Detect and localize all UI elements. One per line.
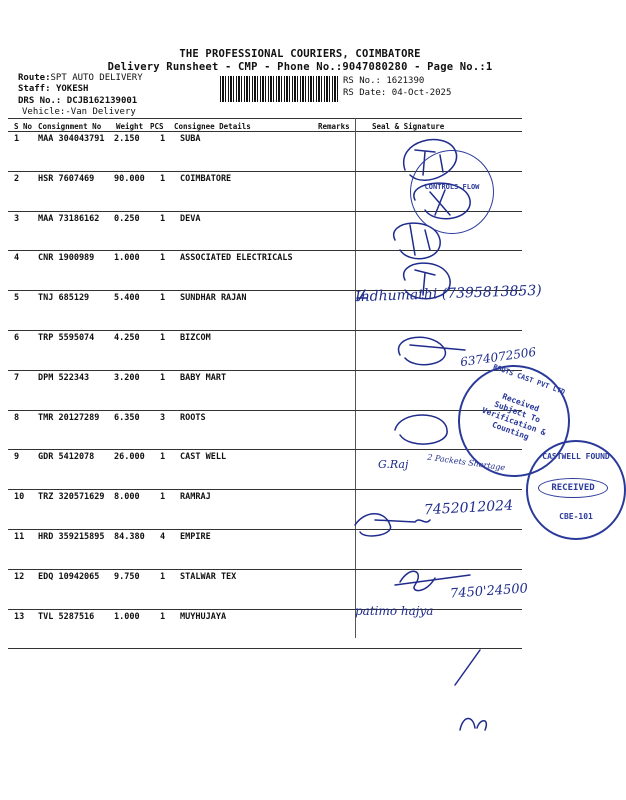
cell-weight: 6.350 <box>114 412 140 423</box>
header-consignee: Consignee Details <box>174 122 251 131</box>
route-line <box>18 73 143 83</box>
cell-sno: 8 <box>14 412 20 423</box>
runsheet-subtitle: Delivery Runsheet - CMP - Phone No.:9047080280 - Page No.:1 <box>107 61 493 73</box>
handwritten-receiver-row13: patimo hajya <box>355 604 434 618</box>
cell-consignee: MUYHUJAYA <box>180 611 227 622</box>
cell-sno: 6 <box>14 333 20 343</box>
signature-row5-flourish <box>357 290 367 300</box>
header-weight: Weight <box>116 122 144 131</box>
cell-consignee: ASSOCIATED ELECTRICALS <box>180 253 293 264</box>
rs-no-line <box>343 76 424 86</box>
handwritten-phone-row6: 6374072506 <box>459 344 537 370</box>
cell-consignment-no: TNJ 685129 <box>38 293 90 304</box>
cell-sno: 12 <box>14 571 25 582</box>
cell-sno: 10 <box>14 492 25 503</box>
cell-weight: 1.000 <box>114 253 140 264</box>
roots-stamp-center-text: Received Subject To Verification & Counting <box>480 391 548 442</box>
cell-consignee: CAST WELL <box>180 452 227 463</box>
cell-sno: 7 <box>14 372 20 383</box>
signature-row11 <box>355 514 430 536</box>
rs-no-label: RS No.: <box>343 76 381 86</box>
vehicle-line <box>22 107 136 117</box>
cell-consignee: BABY MART <box>180 372 227 383</box>
cell-pcs: 1 <box>160 333 166 343</box>
signature-row12 <box>395 571 470 590</box>
castwell-stamp <box>526 440 626 540</box>
cell-pcs: 1 <box>160 452 166 463</box>
cell-weight: 3.200 <box>114 372 140 383</box>
route-value: SPT AUTO DELIVERY <box>50 73 143 83</box>
cell-weight: 1.000 <box>114 611 140 622</box>
handwritten-phone-row12: 7450'24500 <box>449 581 529 602</box>
cell-consignee: EMPIRE <box>180 532 211 542</box>
cell-sno: 3 <box>14 213 20 224</box>
vehicle-value: -Van Delivery <box>65 107 136 117</box>
cell-consignment-no: TVL 5287516 <box>38 611 95 622</box>
cell-sno: 13 <box>14 611 25 622</box>
cell-consignee: ROOTS <box>180 412 206 423</box>
castwell-stamp-bottom: CBE-101 <box>559 512 593 521</box>
cell-pcs: 1 <box>160 173 166 184</box>
cell-weight: 0.250 <box>114 213 140 224</box>
cell-consignee: BIZCOM <box>180 333 211 343</box>
roots-stamp-ring-text: ROOTS CAST PVT LTD <box>492 362 567 397</box>
cell-pcs: 3 <box>160 412 166 423</box>
castwell-stamp-center: RECEIVED <box>538 478 608 498</box>
cell-consignment-no: TMR 20127289 <box>38 412 100 423</box>
table-top-border <box>8 118 522 119</box>
drs-label: DRS No.: <box>18 96 62 106</box>
barcode <box>220 76 338 102</box>
handwritten-signature-row9: G.Raj <box>378 458 409 471</box>
handwritten-phone-row10: 7452012024 <box>423 497 514 519</box>
staff-line <box>18 84 88 94</box>
cell-weight: 5.400 <box>114 293 140 304</box>
cell-pcs: 1 <box>160 492 166 503</box>
cell-consignment-no: TRP 5595074 <box>38 333 95 343</box>
cell-consignee: SUNDHAR RAJAN <box>180 293 247 304</box>
flow-controls-stamp <box>410 150 494 234</box>
header-seal-signature: Seal & Signature <box>372 122 445 131</box>
cell-consignee: SUBA <box>180 134 201 144</box>
cell-sno: 11 <box>14 532 25 542</box>
company-title: THE PROFESSIONAL COURIERS, COIMBATORE <box>179 48 421 60</box>
cell-consignment-no: CNR 1900989 <box>38 253 95 264</box>
cell-consignment-no: GDR 5412078 <box>38 452 95 463</box>
signature-row4 <box>404 263 450 299</box>
drs-value: DCJB162139001 <box>66 96 138 106</box>
cell-pcs: 1 <box>160 611 166 622</box>
cell-weight: 90.000 <box>114 173 145 184</box>
cell-consignee: RAMRAJ <box>180 492 211 503</box>
cell-sno: 1 <box>14 134 20 144</box>
staff-label: Staff: <box>18 84 51 94</box>
cell-consignee: COIMBATORE <box>180 173 232 184</box>
rs-date-value: 04-Oct-2025 <box>391 88 452 98</box>
route-label: Route: <box>18 73 51 83</box>
staff-value: YOKESH <box>55 84 89 94</box>
cell-consignment-no: HSR 7607469 <box>38 173 95 184</box>
header-pcs: PCS <box>150 122 164 131</box>
cell-consignment-no: DPM 522343 <box>38 372 90 383</box>
cell-consignment-no: MAA 304043791 <box>38 134 105 144</box>
drs-line <box>18 96 137 106</box>
handwritten-receiver-row5: Indhumathi (7395813853) <box>354 282 542 306</box>
cell-weight: 4.250 <box>114 333 140 343</box>
signature-row6 <box>399 337 465 364</box>
cell-pcs: 1 <box>160 571 166 582</box>
cell-pcs: 1 <box>160 213 166 224</box>
cell-pcs: 1 <box>160 253 166 264</box>
vehicle-label: Vehicle: <box>22 107 66 117</box>
cell-pcs: 1 <box>160 372 166 383</box>
cell-sno: 4 <box>14 253 20 264</box>
cell-weight: 9.750 <box>114 571 140 582</box>
cell-consignment-no: EDQ 10942065 <box>38 571 100 582</box>
header-consignment: Consignment No <box>38 122 102 131</box>
cell-consignment-no: HRD 359215895 <box>38 532 105 542</box>
rs-date-line <box>343 88 451 98</box>
cell-weight: 2.150 <box>114 134 140 144</box>
cell-pcs: 1 <box>160 134 166 144</box>
handwritten-note-row9: 2 Packets Shortage <box>426 452 506 473</box>
rs-no-value: 1621390 <box>386 76 425 86</box>
cell-sno: 5 <box>14 293 20 304</box>
cell-sno: 9 <box>14 452 20 463</box>
cell-consignment-no: TRZ 320571629 <box>38 492 105 503</box>
header-remarks: Remarks <box>318 122 350 131</box>
castwell-stamp-top: CASTWELL FOUND <box>542 452 610 461</box>
cell-pcs: 1 <box>160 293 166 304</box>
signature-bottom-mark <box>455 650 486 730</box>
cell-weight: 84.380 <box>114 532 145 542</box>
rs-date-label: RS Date: <box>343 88 387 98</box>
cell-weight: 26.000 <box>114 452 145 463</box>
cell-consignee: STALWAR TEX <box>180 571 237 582</box>
signature-row8 <box>395 415 447 444</box>
cell-pcs: 4 <box>160 532 166 542</box>
cell-weight: 8.000 <box>114 492 140 503</box>
cell-consignee: DEVA <box>180 213 201 224</box>
cell-consignment-no: MAA 73186162 <box>38 213 100 224</box>
cell-sno: 2 <box>14 173 20 184</box>
flow-stamp-text: CONTROLS FLOW <box>424 183 480 191</box>
header-sno: S No <box>14 122 33 131</box>
